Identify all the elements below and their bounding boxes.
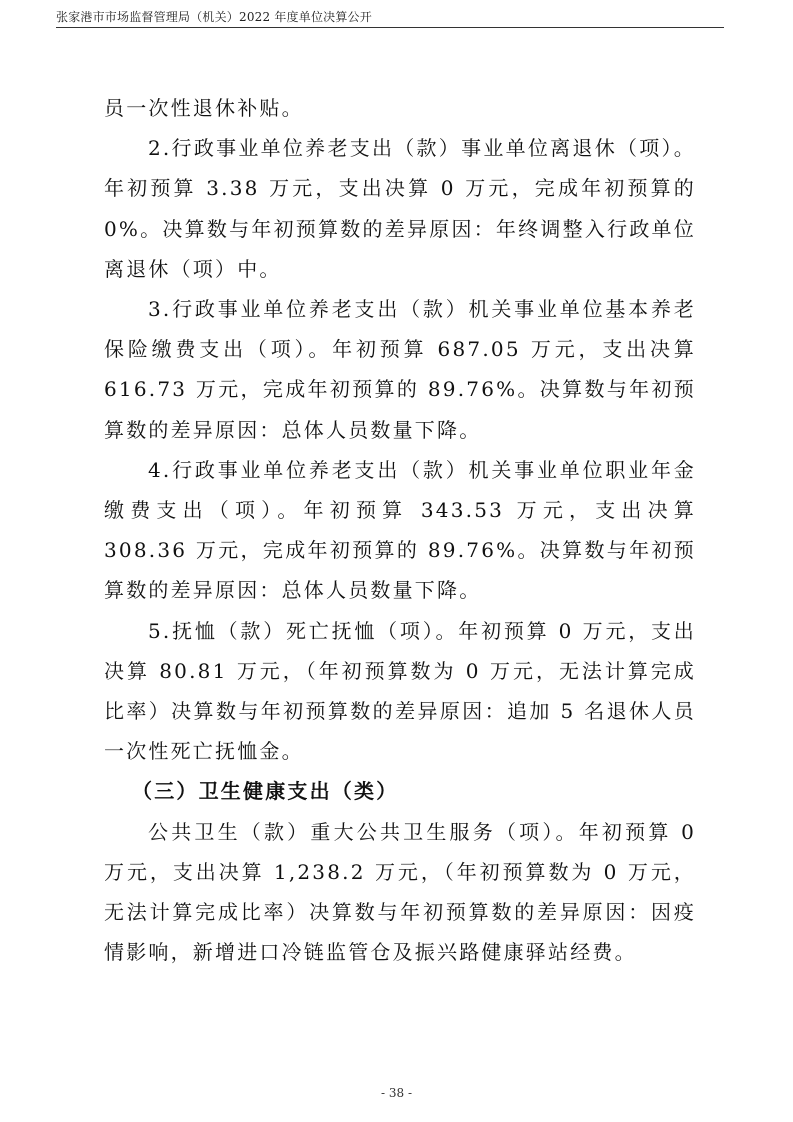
paragraph-public-health: 公共卫生（款）重大公共卫生服务（项）。年初预算 0 万元，支出决算 1,238.2 万元，（年初预算数为 0 万元，无法计算完成比率）决算数与年初预算数的差异原因：因疫情影响，新增进口冷链监管仓及振兴路健康驿站经费。	[104, 819, 696, 965]
page-header: 张家港市市场监督管理局（机关）2022 年度单位决算公开	[56, 10, 372, 24]
paragraph-item-3: 3.行政事业单位养老支出（款）机关事业单位基本养老保险缴费支出（项）。年初预算 687.05 万元，支出决算 616.73 万元，完成年初预算的 89.76%。决算数与年初预算数的差异原因：总体人员数量下降。	[104, 297, 696, 442]
paragraph-item-5: 5.抚恤（款）死亡抚恤（项）。年初预算 0 万元，支出决算 80.81 万元，（年初预算数为 0 万元，无法计算完成比率）决算数与年初预算数的差异原因：追加 5 名退休人员一次性死亡抚恤金。	[104, 618, 696, 764]
paragraph-item-4: 4.行政事业单位养老支出（款）机关事业单位职业年金缴费支出（项）。年初预算 343.53 万元，支出决算 308.36 万元，完成年初预算的 89.76%。决算数与年初预算数的差异原因：总体人员数量下降。	[104, 457, 696, 603]
document-body	[104, 88, 696, 972]
page-number: - 38 -	[380, 1086, 412, 1100]
paragraph-item-2: 2.行政事业单位养老支出（款）事业单位离退休（项）。年初预算 3.38 万元，支出决算 0 万元，完成年初预算的 0%。决算数与年初预算数的差异原因：年终调整入行政单位离退休（项）中。	[104, 136, 696, 281]
paragraph-continuation: 员一次性退休补贴。	[104, 96, 304, 120]
section-heading: （三）卫生健康支出（类）	[132, 779, 399, 804]
header-divider	[56, 27, 724, 28]
